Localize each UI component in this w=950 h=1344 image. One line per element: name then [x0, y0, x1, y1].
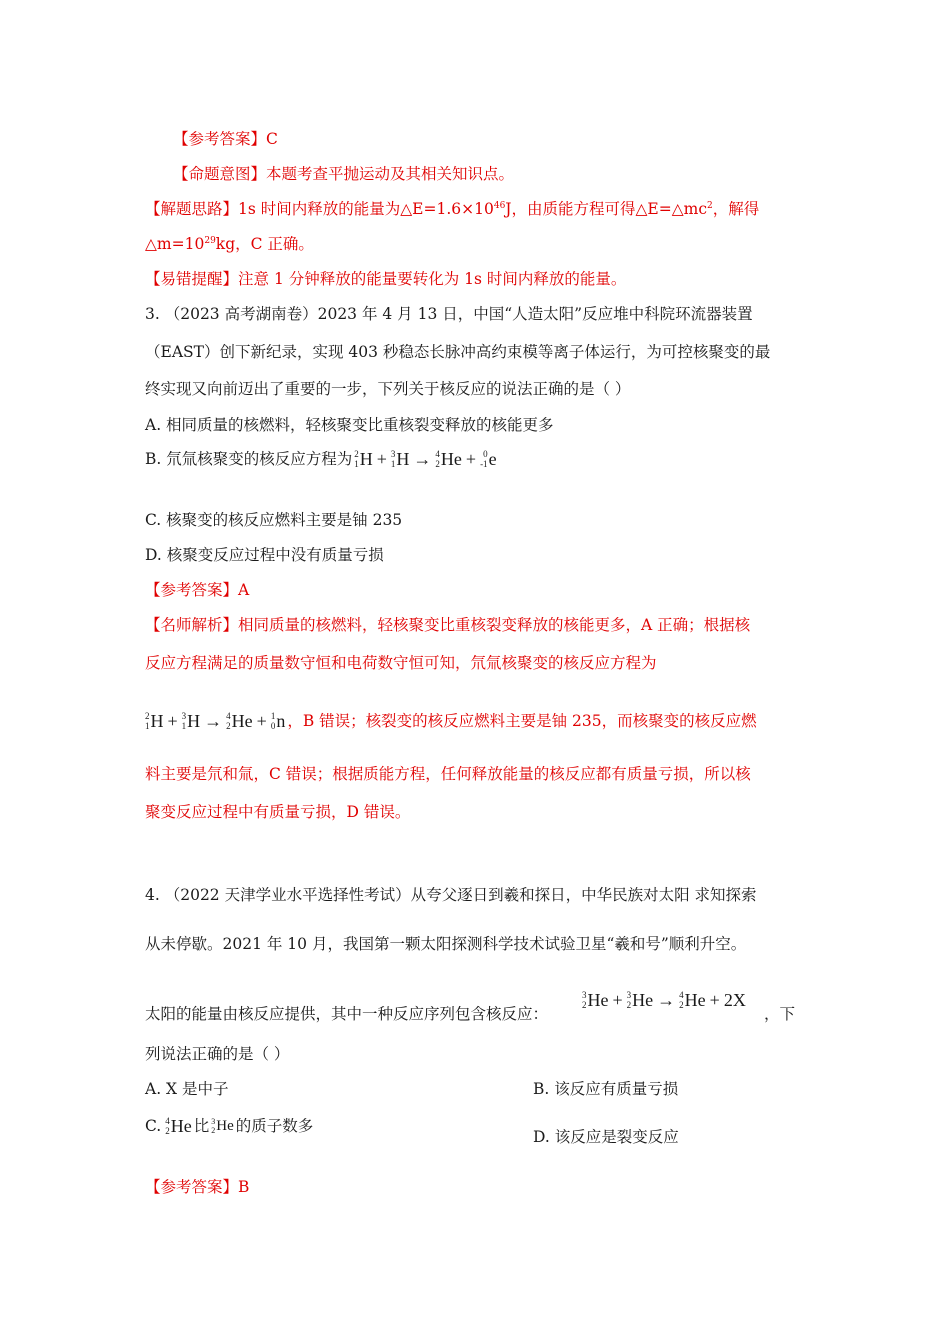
product-x: 2X	[723, 990, 746, 1010]
intent-text: 本题考查平抛运动及其相关知识点。	[266, 165, 515, 183]
isotope-he4: 4 2 He	[165, 1116, 192, 1136]
thought-text: J，由质能方程可得△E=△mc	[505, 200, 708, 218]
q4-stem-line2: 从未停歇。2021 年 10 月，我国第一颗太阳探测科学技术试验卫星“羲和号”顺利升空。	[145, 935, 747, 953]
q4-option-a: A. X 是中子	[145, 1080, 229, 1098]
q3-analysis-line1	[145, 614, 750, 636]
q3-option-c: C. 核聚变的核反应燃料主要是铀 235	[145, 511, 403, 529]
plus-sign: +	[465, 449, 477, 469]
q3-stem-line1: 3. （2023 高考湖南卷）2023 年 4 月 13 日，中国“人造太阳”反应堆中科院环流器装置	[145, 305, 753, 323]
plus-sign: +	[376, 449, 387, 469]
thought-label: 【解题思路】	[145, 200, 239, 218]
thought-text: △m=10	[145, 235, 205, 253]
q3-analysis-line4: 料主要是氘和氚，C 错误；根据质能方程，任何释放能量的核反应都有质量亏损，所以核	[145, 765, 751, 783]
answer-value: C	[266, 130, 278, 148]
q2-mistake	[145, 268, 626, 290]
q4-option-b: B. 该反应有质量亏损	[533, 1080, 679, 1098]
q3-analysis-line2: 反应方程满足的质量数守恒和电荷数守恒可知，氘氚核聚变的核反应方程为	[145, 654, 657, 672]
answer-label: 【参考答案】	[145, 581, 239, 599]
nuclear-equation	[582, 989, 746, 1011]
plus-sign: +	[167, 711, 178, 731]
q3-analysis-line5: 聚变反应过程中有质量亏损，D 错误。	[145, 803, 411, 821]
arrow-icon: →	[413, 449, 432, 469]
q4-answer	[145, 1176, 249, 1198]
isotope-he3: 3 2 He	[626, 990, 654, 1010]
answer-label: 【参考答案】	[145, 1178, 239, 1196]
thought-text: kg，C 正确。	[215, 235, 314, 253]
q3-option-a: A. 相同质量的核燃料，轻核聚变比重核裂变释放的核能更多	[145, 416, 554, 434]
exponent: 46	[493, 200, 506, 211]
q3-analysis-line3	[145, 710, 757, 732]
q4-stem-line1: 4. （2022 天津学业水平选择性考试）从夸父逐日到羲和探日，中华民族对太阳 求知探索	[145, 886, 757, 904]
isotope-he4: 4 2 He	[226, 711, 253, 731]
q2-thought-line1	[145, 198, 759, 220]
isotope-he4: 4 2 He	[679, 990, 706, 1010]
option-c-text: 的质子数多	[235, 1117, 314, 1135]
q2-thought-line2	[145, 233, 314, 255]
plus-sign: +	[256, 711, 267, 731]
q3-answer	[145, 579, 249, 601]
q2-answer	[173, 128, 278, 150]
q2-intent	[173, 163, 514, 185]
isotope-he3: 3 2 He	[582, 990, 609, 1010]
q3-stem-line2: （EAST）创下新纪录，实现 403 秒稳态长脉冲高约束模等离子体运行，为可控核聚变的最	[145, 343, 771, 361]
option-b-text: B. 氘氚核聚变的核反应方程为	[145, 450, 353, 468]
mistake-text: 注意 1 分钟释放的能量要转化为 1s 时间内释放的能量。	[238, 270, 627, 288]
analysis-text: ，B 错误；核裂变的核反应燃料主要是铀 235，而核聚变的核反应燃	[287, 712, 757, 730]
isotope-he4: 4 2 He	[435, 449, 462, 469]
arrow-icon: →	[657, 990, 676, 1010]
intent-label: 【命题意图】	[173, 165, 267, 183]
q3-option-d: D. 核聚变反应过程中没有质量亏损	[145, 546, 384, 564]
thought-text: 1s 时间内释放的能量为△E=1.6×10	[238, 200, 494, 218]
plus-sign: +	[709, 990, 720, 1010]
thought-text: ，解得	[712, 200, 760, 218]
analysis-text: 相同质量的核燃料，轻核聚变比重核裂变释放的核能更多，A 正确；根据核	[238, 616, 751, 634]
q3-option-b	[145, 448, 497, 470]
isotope-he3: 3 2 He	[211, 1117, 234, 1135]
answer-label: 【参考答案】	[173, 130, 267, 148]
option-c-label: C.	[145, 1117, 162, 1135]
option-c-text: 比	[193, 1117, 210, 1135]
answer-value: B	[238, 1178, 250, 1196]
nuclear-equation	[145, 710, 285, 732]
isotope-h2: 2 1 H	[354, 449, 373, 469]
isotope-h3: 3 1 H	[181, 711, 201, 731]
particle-neutron: 1 0 n	[270, 711, 286, 731]
exponent: 2	[707, 200, 713, 211]
arrow-icon: →	[204, 711, 223, 731]
isotope-h2: 2 1 H	[145, 711, 164, 731]
plus-sign: +	[612, 990, 623, 1010]
q4-stem-line4: 列说法正确的是（ ）	[145, 1045, 290, 1063]
analysis-label: 【名师解析】	[145, 616, 239, 634]
nuclear-equation	[354, 448, 496, 470]
q4-option-c	[145, 1115, 313, 1137]
q4-equation	[582, 982, 746, 1011]
q4-stem-line3-tail: ，下	[764, 1005, 796, 1023]
mistake-label: 【易错提醒】	[145, 270, 239, 288]
isotope-h3: 3 1 H	[390, 449, 410, 469]
q4-option-d: D. 该反应是裂变反应	[533, 1128, 679, 1146]
particle-electron: 0 -1 e	[480, 449, 497, 469]
q3-stem-line3: 终实现又向前迈出了重要的一步，下列关于核反应的说法正确的是（ ）	[145, 380, 631, 398]
q4-stem-line3: 太阳的能量由核反应提供，其中一种反应序列包含核反应：	[145, 1005, 549, 1023]
answer-value: A	[238, 581, 250, 599]
exponent: 29	[204, 235, 216, 246]
